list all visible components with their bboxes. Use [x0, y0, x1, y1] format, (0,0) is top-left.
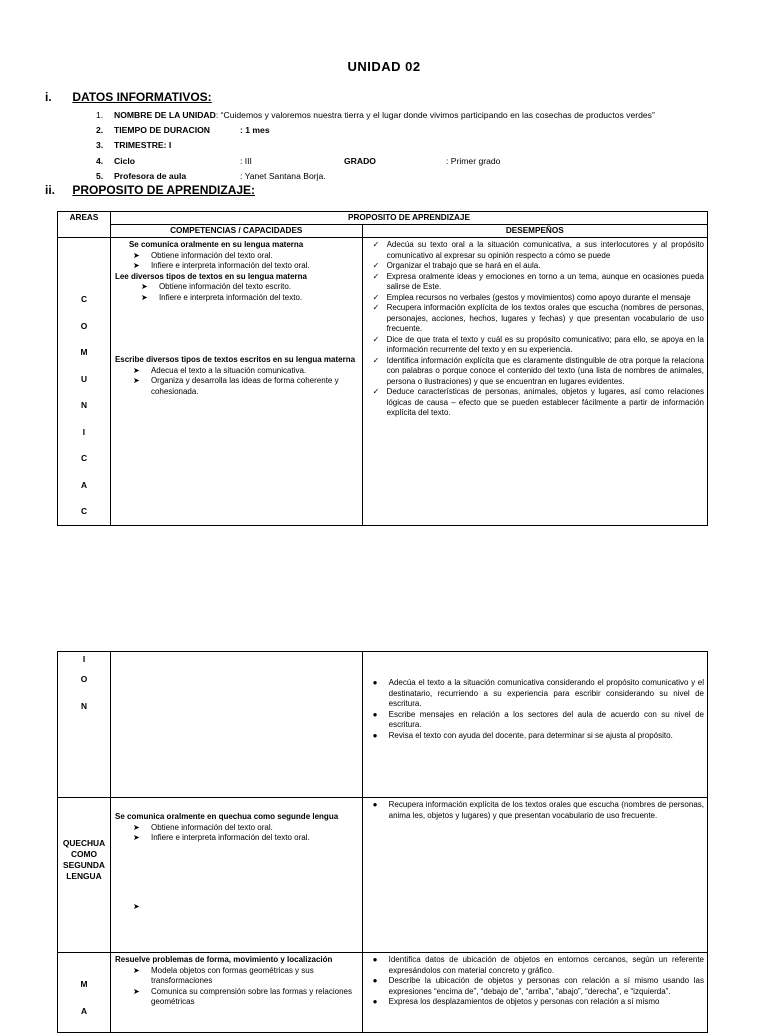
desempeno-item: ● Revisa el texto con ayuda del docente, para determinar si se ajusta al propósito. — [372, 730, 673, 740]
info-value: : “Cuidemos y valoremos nuestra tierra y el lugar donde vivimos participando en las cosechas de productos verdes” — [215, 110, 655, 120]
capacidad-item: ➤ Obtiene información del texto escrito. — [140, 282, 292, 291]
desempenos-cell — [362, 652, 707, 798]
section-number: i. — [45, 90, 52, 104]
competencias-cell — [110, 953, 362, 1033]
desempenos-cell — [362, 953, 707, 1033]
info-row: 4. Ciclo : III GRADO : Primer grado — [96, 154, 756, 169]
area-matematica: M A — [58, 953, 111, 1033]
unit-title: UNIDAD 02 — [347, 59, 421, 74]
info-label: TIEMPO DE DURACION — [114, 125, 210, 136]
desempeno-item: ● Adecúa el texto a la situación comunicativa considerando el propósito comunicativo y el destinatario, recurriendo a su experiencia para escribir considerando su nivel de escritura. — [372, 678, 704, 708]
header-desempenos: DESEMPEÑOS — [362, 225, 707, 238]
area-comunicacion-cont: I O N — [58, 652, 111, 798]
desempenos-cell — [362, 238, 707, 526]
info-value: : Yanet Santana Borja. — [240, 170, 326, 181]
competencia-title: Resuelve problemas de forma, movimiento y localización — [114, 955, 333, 964]
desempeno-item: ● Describe la ubicación de objetos y personas con relación a sí mismo usando las expresiones “encima de”, “debajo de”, “arriba”, “abajo”, “derecha”, e “izquierda”. — [372, 976, 704, 996]
competencias-cell: Se comunica oralmente en quechua como segunde lengua ➤ Obtiene información del texto oral. ➤ Infiere e interpreta información del texto oral. ➤ — [110, 798, 362, 953]
capacidad-item: ➤ Obtiene información del texto oral. — [132, 250, 273, 260]
info-label: Profesora de aula — [114, 170, 187, 181]
capacidad-item: ➤ Infiere e interpreta información del texto. — [140, 292, 303, 302]
desempeno-item: ✓ Emplea recursos no verbales (gestos y movimientos) como apoyo durante el mensaje — [372, 292, 691, 302]
desempeno-item: ● Identifica datos de ubicación de objetos en entornos cercanos, según un referente expresándolos con material concreto y gráfico. — [372, 955, 704, 975]
competencias-cell — [110, 652, 362, 798]
desempeno-item: ✓ Expresa oralmente ideas y emociones en torno a un tema, aunque en ocasiones pueda salirse de Este. — [372, 271, 704, 291]
competencia-title: Se comunica oralmente en quechua como segunde lengua — [114, 812, 339, 821]
capacidad-item: ➤ Infiere e interpreta información del texto oral. — [132, 261, 310, 270]
section-proposito — [45, 183, 255, 197]
capacidad-item: ➤ Comunica su comprensión sobre las formas y relaciones geométricas — [132, 986, 352, 1006]
info-value: : III — [240, 155, 252, 166]
desempeno-item: ● Recupera información explícita de los textos orales que escucha (nombres de personas, anima les, objetos y lugares) y que presentan vocabulario de uso frecuente. — [372, 800, 704, 820]
header-areas: AREAS — [58, 212, 111, 238]
info-row: 5. Profesora de aula : Yanet Santana Borja. — [96, 169, 756, 184]
header-competencias: COMPETENCIAS / CAPACIDADES — [110, 225, 362, 238]
desempeno-item: ✓ Organizar el trabajo que se hará en el aula. — [372, 261, 541, 270]
info-value-grado: : Primer grado — [446, 155, 501, 166]
section-heading: DATOS INFORMATIVOS: — [72, 90, 212, 104]
info-row: 3. TRIMESTRE: I — [96, 140, 172, 151]
info-label: NOMBRE DE LA UNIDAD — [114, 110, 216, 120]
capacidad-item: ➤ Modela objetos con formas geométricas y sus transformaciones — [132, 965, 314, 985]
section-number: ii. — [45, 183, 56, 197]
info-label-grado: GRADO — [344, 155, 376, 166]
desempeno-item: ✓ Adecúa su texto oral a la situación comunicativa, a sus interlocutores y al propósito comunicativo al expresar su opinión respecto a cómo se puede — [372, 240, 704, 260]
info-row: 2. TIEMPO DE DURACION : 1 mes — [96, 123, 756, 138]
desempeno-item: ✓ Identifica información explícita que es claramente distinguible de otra porque la relaciona con palabras o porque conoce el contenido del texto (una lista de nombres de animales, persona o ilustraciones) y que se encuentran en lugares evidentes. — [372, 355, 704, 386]
capacidad-item: ➤ Infiere e interpreta información del texto oral. — [132, 833, 310, 842]
desempeno-item: ● Expresa los desplazamientos de objetos y personas con relación a sí mismo — [372, 997, 660, 1006]
info-label: TRIMESTRE: I — [114, 140, 172, 151]
competencia-title: Lee diversos tipos de textos en su lengua materna — [114, 271, 307, 281]
desempeno-item: ✓ Deduce características de personas, animales, objetos y lugares, así como relaciones lógicas de causa – efecto que se pueden establecer fácilmente a partir de información explícita del texto. — [372, 387, 704, 417]
area-quechua: QUECHUA COMO SEGUNDA LENGUA — [58, 798, 111, 953]
header-proposito: PROPOSITO DE APRENDIZAJE — [110, 212, 707, 225]
desempeno-item: ✓ Recupera información explícita de los textos orales que escucha (nombres de personas, personajes, acciones, hechos, lugares y fechas) y que presentan vocabulario de uso frecuente. — [372, 303, 704, 333]
info-list — [96, 108, 756, 184]
info-row: 1. NOMBRE DE LA UNIDAD: “Cuidemos y valoremos nuestra tierra y el lugar donde vivimos participando en las cosechas de productos verdes” — [96, 110, 655, 120]
info-label: Ciclo — [114, 155, 136, 166]
capacidad-item: ➤ Organiza y desarrolla las ideas de forma coherente y cohesionada. — [132, 376, 339, 396]
competencia-title: Escribe diversos tipos de textos escritos en su lengua materna — [114, 355, 356, 364]
proposito-table-continued — [57, 651, 708, 1033]
competencias-cell — [110, 238, 362, 526]
info-value: : 1 mes — [240, 125, 270, 136]
section-datos-informativos — [45, 90, 212, 104]
desempeno-item: ● Escribe mensajes en relación a los sectores del aula de acuerdo con su nivel de escritura. — [372, 709, 704, 729]
desempeno-item: ✓ Dice de que trata el texto y cuál es su propósito comunicativo; para ello, se apoya en la información recurrente del texto y en su experiencia. — [372, 334, 704, 354]
desempenos-cell — [362, 798, 707, 953]
competencia-title: Se comunica oralmente en su lengua materna — [128, 240, 304, 249]
area-comunicacion: C O M U N I C A C — [58, 238, 111, 526]
capacidad-item: ➤ Obtiene información del texto oral. — [132, 822, 273, 832]
section-heading: PROPOSITO DE APRENDIZAJE: — [72, 183, 256, 197]
proposito-table — [57, 211, 708, 526]
capacidad-item: ➤ Adecua el texto a la situación comunicativa. — [132, 365, 307, 375]
